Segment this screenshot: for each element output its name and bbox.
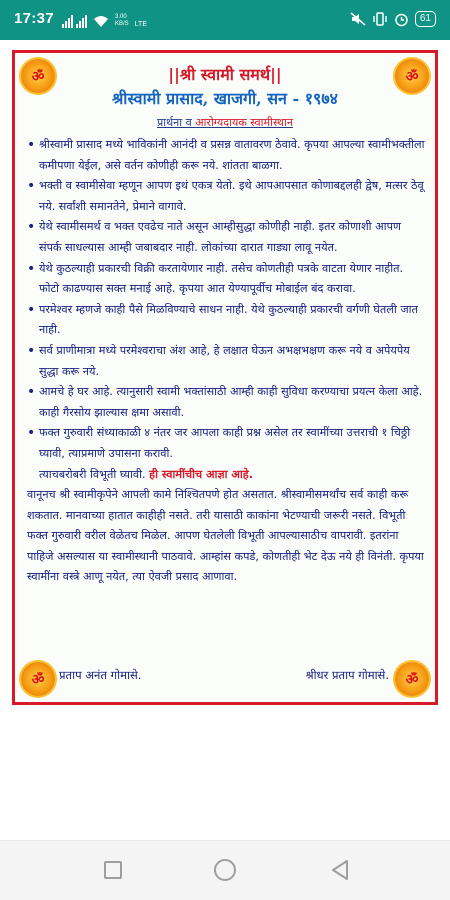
bullet-icon: • (27, 425, 36, 442)
poster-subtitle: श्रीस्वामी प्रासाद, खाजगी, सन - १९७४ (111, 89, 339, 108)
heading-part-2: आरोग्यदायक स्वामीस्थान (195, 116, 293, 129)
home-button[interactable] (214, 859, 236, 881)
status-bar (0, 0, 450, 40)
status-right-icons (350, 11, 436, 27)
closing-paragraph: वानूनच श्री स्वामीकृपेने आपली कामे निश्चितपणे होत असतात. श्रीस्वामीसमर्थांच सर्व काही करू शकतात. मानवाच्या हातात काहीही नसते. तरी यासाठी काकांना भेटण्याची जरूरी नसते. विभूती फक्त गुरुवारी वरील वेळेतच मिळेल. आपण घेतलेली विभूती आपल्यासाठीच वापरावी. इतरांना पाहिजे असल्यास या स्वामीस्थानी पाठवावे. आम्हांस कपडे, कोणतीही भेट देऊ नये ही विनंती. कृपया स्वामींना वस्त्रे आणू नयेत, त्या ऐवजी प्रसाद आणावा. (27, 488, 424, 584)
battery-indicator: 61 (415, 11, 436, 27)
bullet-icon: • (27, 219, 36, 236)
highlight-text: ही स्वामींचीच आज्ञा आहे. (149, 467, 253, 481)
back-button[interactable] (330, 859, 350, 881)
om-icon: ॐ (395, 662, 429, 696)
poster-footer (15, 664, 435, 688)
list-item: • भक्ती व स्वामीसेवा म्हणून आपण इथं एकत्र येतो. इथे आपआपसात कोणाबद्दलही द्वेष, मत्सर ठेवू नये. सर्वांशी समानतेने, प्रेमाने वागावे. (27, 176, 425, 217)
network-speed: 3.00 KB/S (115, 14, 129, 27)
image-viewer[interactable] (0, 40, 450, 840)
poster-body (27, 135, 425, 588)
list-item: • सर्व प्राणीमात्रा मध्ये परमेश्वराचा अंश आहे, हे लक्षात घेऊन अभक्षभक्षण करू नये व अपेयपेय सुद्धा करू नये. (27, 341, 425, 382)
wifi-icon (93, 15, 109, 28)
bullet-icon: • (27, 384, 36, 401)
signal-icon (62, 14, 73, 28)
bullet-icon: • (27, 342, 36, 359)
signature-left: प्रताप अनंत गोमासे. (59, 668, 142, 682)
list-item: • येथे स्वामीसमर्थ व भक्त एवढेच नाते असून आम्हीसुद्धा कोणीही नाही. इतर कोणाशी आपण संपर्क साधल्यास आम्ही जबाबदार नाही. लोकांच्या दारात गाड्या लावू नयेत. (27, 217, 425, 258)
mute-icon (350, 12, 366, 26)
poster-heading (15, 115, 435, 130)
list-item: • श्रीस्वामी प्रासाद मध्ये भाविकांनी आनंदी व प्रसन्न वातावरण ठेवावे. कृपया आपल्या स्वामीभक्तीला कमीपणा येईल, असे वर्तन कोणीही करू नये. शांतता बाळगा. (27, 135, 425, 176)
notice-poster (12, 50, 438, 705)
signal-icon-2 (76, 14, 87, 28)
status-left-icons (62, 12, 147, 28)
closing-line: त्याचबरोबरी विभूती घ्यावी. ही स्वामींचीच आज्ञा आहे. (39, 467, 253, 481)
heading-part-1: प्रार्थना व (157, 116, 196, 129)
list-item: • फक्त गुरुवारी संध्याकाळी ४ नंतर जर आपला काही प्रश्न असेल तर स्वामींच्या उत्तराची १ चिठ्ठी घ्यावी, त्याप्रमाणे उपासना करावी. (27, 423, 425, 464)
bullet-icon: • (27, 178, 36, 195)
bullet-icon: • (27, 260, 36, 277)
list-item: • परमेश्वर म्हणजे काही पैसे मिळविण्याचे साधन नाही. येथे कुठल्याही प्रकारची वर्गणी घेतली जात नाही. (27, 300, 425, 341)
status-time: 17:37 (14, 10, 54, 27)
navigation-bar (0, 840, 450, 900)
recent-apps-button[interactable] (104, 861, 122, 879)
list-item: • आमचे हे घर आहे. त्यानुसारी स्वामी भक्तांसाठी आम्ही काही सुविधा करण्याचा प्रयत्न केला आहे. काही गैरसोय झाल्यास क्षमा असावी. (27, 382, 425, 423)
poster-title: ||श्री स्वामी समर्थ|| (168, 65, 282, 84)
list-item: • येथे कुठल्याही प्रकारची विक्री करतायेणार नाही. तसेच कोणतीही पत्रके वाटता येणार नाहीत. फोटो काढण्यास सक्त मनाई आहे. कृपया आत येण्यापूर्वीच मोबाईल बंद करावा. (27, 259, 425, 300)
om-icon: ॐ (21, 59, 55, 93)
om-icon: ॐ (395, 59, 429, 93)
signature-right: श्रीधर प्रताप गोमासे. (305, 668, 389, 682)
om-icon: ॐ (21, 662, 55, 696)
alarm-icon (394, 12, 409, 27)
bullet-icon: • (27, 301, 36, 318)
vibrate-icon (372, 12, 388, 26)
bullet-icon: • (27, 137, 36, 153)
network-type: LTE (134, 21, 148, 28)
